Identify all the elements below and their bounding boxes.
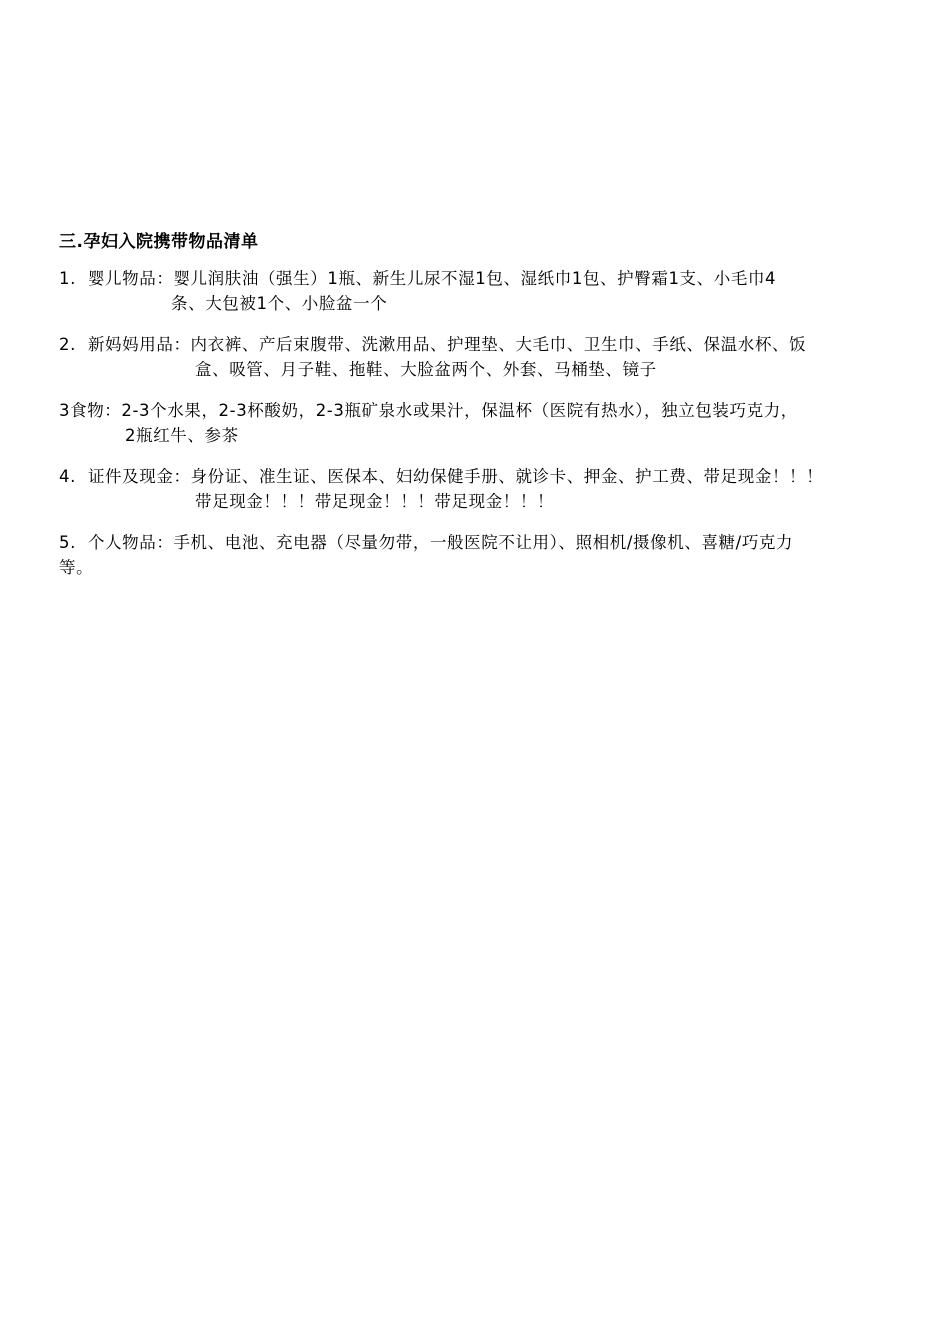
list-item-text: 新妈妈用品：内衣裤、产后束腹带、洗漱用品、护理垫、大毛巾、卫生巾、手纸、保温水杯、饭 xyxy=(87,335,807,354)
list-item-text: 个人物品：手机、电池、充电器（尽量勿带，一般医院不让用）、照相机/摄像机、喜糖/巧克力 xyxy=(87,533,794,552)
list-item-mother-items xyxy=(59,332,909,382)
section-heading: 三.孕妇入院携带物品清单 xyxy=(59,232,259,252)
list-item-documents-cash xyxy=(59,464,909,514)
list-item-continuation: 等。 xyxy=(59,558,94,577)
list-item-food xyxy=(59,398,909,448)
list-item-continuation: 条、大包被1个、小脸盆一个 xyxy=(171,294,388,313)
list-item-number: 2. xyxy=(59,335,76,354)
list-item-line xyxy=(59,332,909,357)
list-item-line xyxy=(59,464,909,489)
list-item-number: 3 xyxy=(59,401,71,420)
list-item-line xyxy=(59,398,909,423)
list-item-text: 婴儿物品：婴儿润肤油（强生）1瓶、新生儿尿不湿1包、湿纸巾1包、护臀霜1支、小毛巾4 xyxy=(87,269,777,288)
list-item-number: 4. xyxy=(59,467,76,486)
list-item-continuation: 2瓶红牛、参茶 xyxy=(125,426,239,445)
list-item-text: 证件及现金：身份证、准生证、医保本、妇幼保健手册、就诊卡、押金、护工费、带足现金！！！ xyxy=(87,467,824,486)
list-item-number: 5. xyxy=(59,533,76,552)
list-item-continuation: 盒、吸管、月子鞋、拖鞋、大脸盆两个、外套、马桶垫、镜子 xyxy=(195,360,657,379)
list-item-line xyxy=(59,530,909,555)
list-item-text: 食物：2-3个水果，2-3杯酸奶，2-3瓶矿泉水或果汁，保温杯（医院有热水），独立包装巧克力， xyxy=(70,401,798,420)
list-item-line xyxy=(59,266,909,291)
list-item-continuation: 带足现金！！！带足现金！！！带足现金！！！ xyxy=(195,492,555,511)
list-item-personal-items xyxy=(59,530,909,580)
list-item-baby-items xyxy=(59,266,909,316)
list-item-number: 1. xyxy=(59,269,76,288)
